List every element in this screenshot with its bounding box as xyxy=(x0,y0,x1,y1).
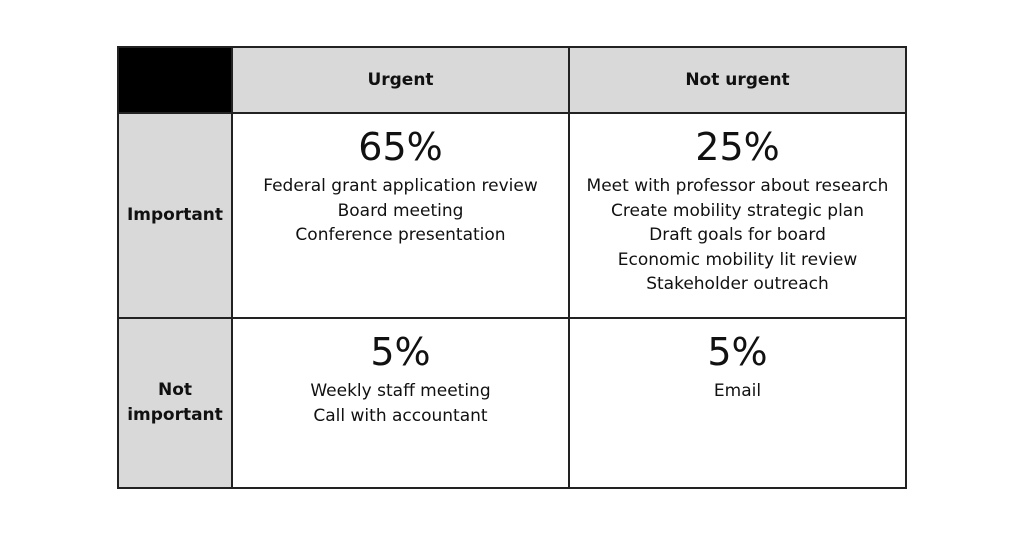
corner-cell xyxy=(118,47,232,113)
row-important xyxy=(118,113,906,318)
quadrant-not-important-urgent xyxy=(232,318,569,488)
task-item: Conference presentation xyxy=(295,225,506,246)
task-item: Meet with professor about research xyxy=(586,176,889,196)
task-item: Draft goals for board xyxy=(649,225,826,246)
row-header-not-important-line1: Not xyxy=(157,380,193,401)
row-header-not-important xyxy=(118,318,232,488)
task-item: Economic mobility lit review xyxy=(617,249,858,270)
task-item: Email xyxy=(713,381,762,401)
quadrant-important-not-urgent xyxy=(569,113,906,318)
row-header-important-label: Important xyxy=(126,205,224,226)
task-item: Stakeholder outreach xyxy=(646,274,829,295)
column-header-not-urgent: Not urgent xyxy=(569,47,906,113)
header-row xyxy=(118,47,906,113)
task-item: Board meeting xyxy=(337,200,464,221)
quadrant-percent: 5% xyxy=(370,330,431,374)
task-item: Call with accountant xyxy=(313,405,488,426)
quadrant-percent: 5% xyxy=(707,330,768,374)
row-not-important xyxy=(118,318,906,488)
task-item: Weekly staff meeting xyxy=(310,381,491,401)
row-header-not-important-line2: important xyxy=(127,405,223,425)
eisenhower-matrix xyxy=(117,46,907,489)
quadrant-important-urgent xyxy=(232,113,569,318)
quadrant-not-important-not-urgent xyxy=(569,318,906,488)
column-header-urgent: Urgent xyxy=(232,47,569,113)
row-header-important xyxy=(118,113,232,318)
task-item: Create mobility strategic plan xyxy=(611,200,864,221)
quadrant-percent: 65% xyxy=(358,125,443,169)
quadrant-percent: 25% xyxy=(695,125,780,169)
task-item: Federal grant application review xyxy=(263,176,538,196)
